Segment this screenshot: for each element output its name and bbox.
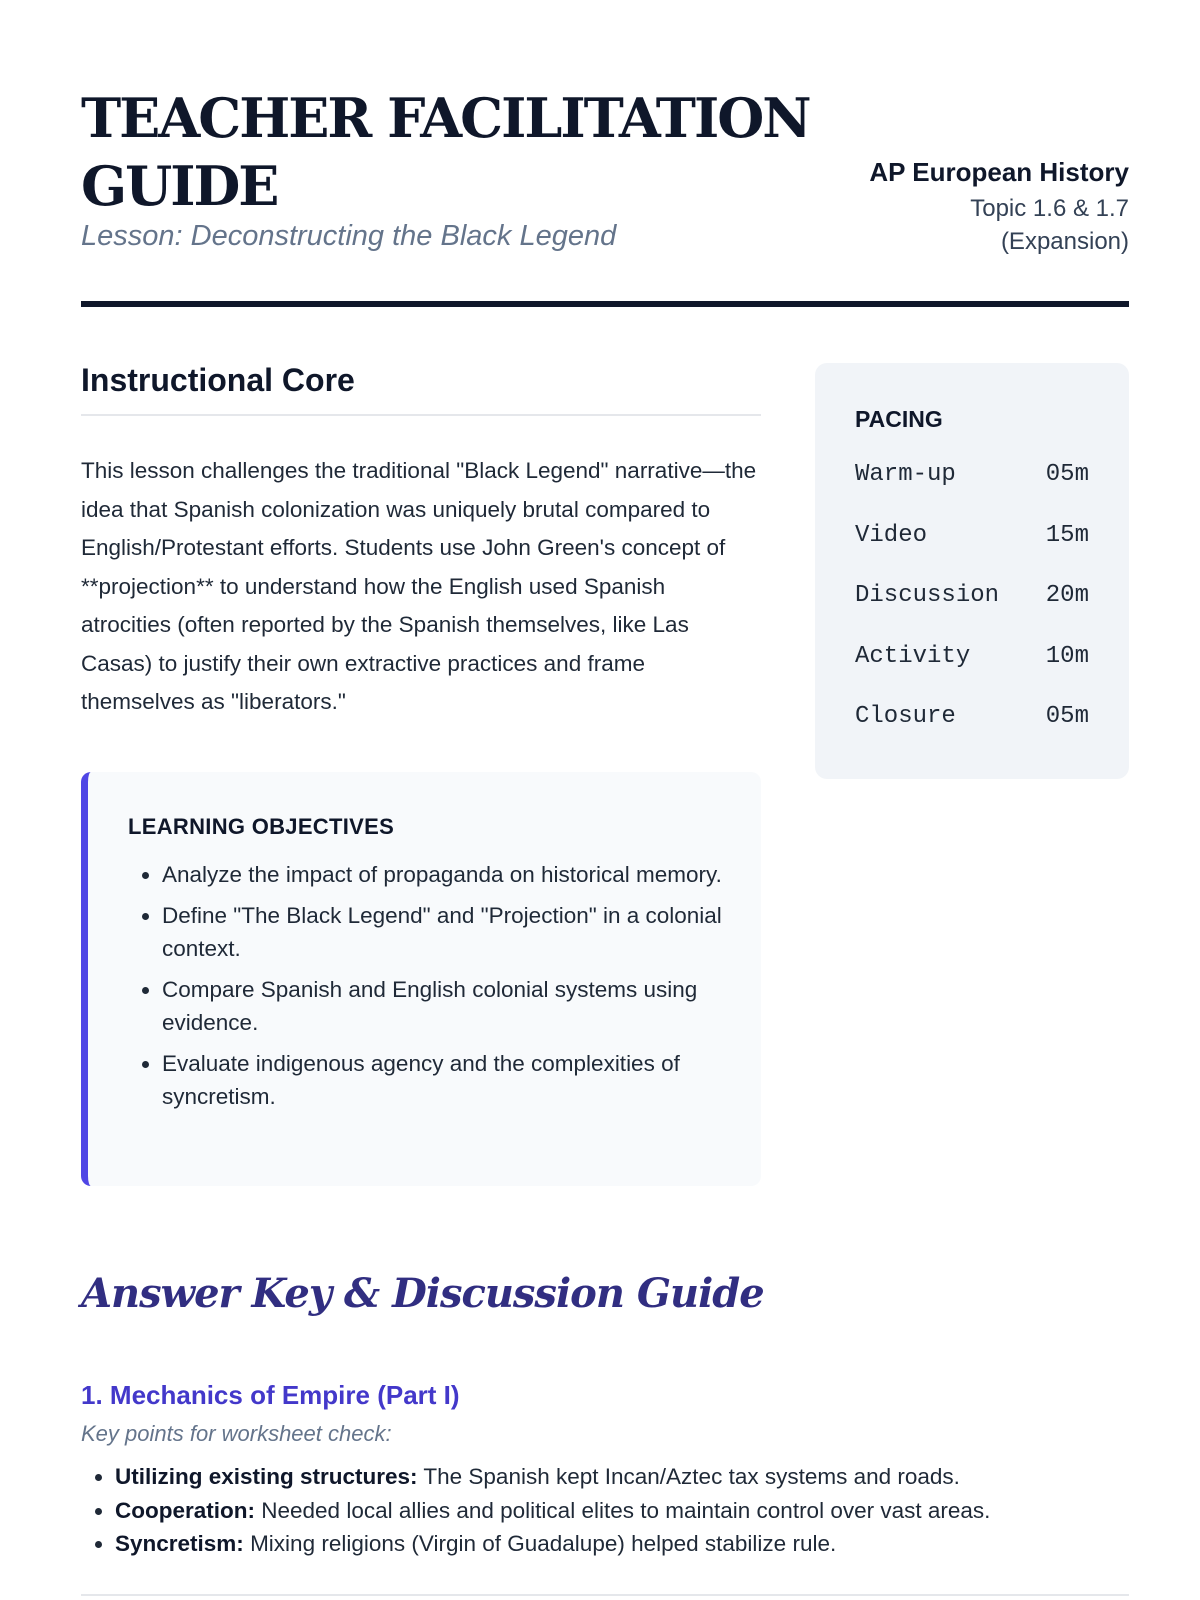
pacing-time: 20m bbox=[1045, 582, 1089, 609]
key-point-item bbox=[115, 1460, 1129, 1494]
pacing-label: Activity bbox=[855, 642, 971, 670]
lesson-subtitle: Lesson: Deconstructing the Black Legend bbox=[81, 220, 617, 252]
key-point-text: The Spanish kept Incan/Aztec tax systems and roads. bbox=[417, 1464, 960, 1489]
core-heading: Instructional Core bbox=[81, 362, 355, 398]
course-name: AP European History bbox=[869, 157, 1129, 187]
key-point-term: Syncretism: bbox=[115, 1531, 244, 1556]
pacing-row bbox=[855, 582, 1089, 643]
instructional-core bbox=[81, 360, 761, 722]
pacing-panel bbox=[815, 363, 1129, 779]
page-title: TEACHER FACILITATION GUIDE bbox=[81, 86, 810, 218]
pacing-time: 05m bbox=[1045, 703, 1089, 730]
pacing-time: 10m bbox=[1045, 642, 1089, 670]
pacing-heading: PACING bbox=[855, 406, 943, 432]
objectives-heading: LEARNING OBJECTIVES bbox=[128, 814, 395, 839]
pacing-row bbox=[855, 522, 1089, 583]
pacing-label: Discussion bbox=[855, 582, 1000, 609]
core-description: This lesson challenges the traditional "Black Legend" narrative—the idea that Spanish colonization was uniquely brutal compared to English/Protestant efforts. Students use John Green's concept of **projection** to understand how the English used Spanish atrocities (often reported by the Spanish themselves, like Las Casas) to justify their own extractive practices and frame themselves as "liberators." bbox=[81, 458, 757, 714]
key-points-list bbox=[81, 1460, 1129, 1561]
key-point-item bbox=[115, 1494, 1129, 1528]
facilitation-guide-page bbox=[81, 0, 1129, 1600]
objective-item: • Evaluate indigenous agency and the complexities of syncretism. bbox=[162, 1047, 731, 1114]
course-topic: Topic 1.6 & 1.7 (Expansion) bbox=[970, 195, 1129, 255]
section-title: 1. Mechanics of Empire (Part I) bbox=[81, 1380, 460, 1410]
pacing-time: 05m bbox=[1045, 461, 1089, 488]
core-divider bbox=[81, 414, 761, 416]
answer-key-title: Answer Key & Discussion Guide bbox=[81, 1270, 764, 1317]
key-point-term: Cooperation: bbox=[115, 1497, 255, 1523]
pacing-label: Video bbox=[855, 521, 928, 549]
course-info bbox=[869, 156, 1129, 258]
learning-objectives-box bbox=[81, 772, 761, 1186]
key-point-text: Needed local allies and political elites to maintain control over vast areas. bbox=[255, 1497, 991, 1523]
pacing-time: 15m bbox=[1045, 521, 1089, 549]
header-divider bbox=[81, 301, 1129, 307]
key-point-item bbox=[115, 1527, 1129, 1561]
key-point-text: Mixing religions (Virgin of Guadalupe) helped stabilize rule. bbox=[243, 1531, 837, 1556]
objective-item: • Analyze the impact of propaganda on historical memory. bbox=[162, 858, 731, 892]
pacing-label: Closure bbox=[855, 703, 956, 730]
key-point-term: Utilizing existing structures: bbox=[115, 1464, 418, 1489]
pacing-row bbox=[855, 643, 1089, 704]
pacing-list bbox=[855, 461, 1089, 764]
answer-section-1 bbox=[81, 1378, 1129, 1561]
section-divider bbox=[81, 1594, 1129, 1596]
objective-item: • Define "The Black Legend" and "Projection" in a colonial context. bbox=[162, 899, 731, 966]
pacing-row bbox=[855, 461, 1089, 522]
section-subtitle: Key points for worksheet check: bbox=[81, 1421, 392, 1446]
objective-item: • Compare Spanish and English colonial systems using evidence. bbox=[162, 973, 731, 1040]
page-header bbox=[81, 84, 1129, 264]
pacing-row bbox=[855, 703, 1089, 764]
pacing-label: Warm-up bbox=[855, 461, 956, 488]
objectives-list bbox=[128, 858, 731, 1114]
